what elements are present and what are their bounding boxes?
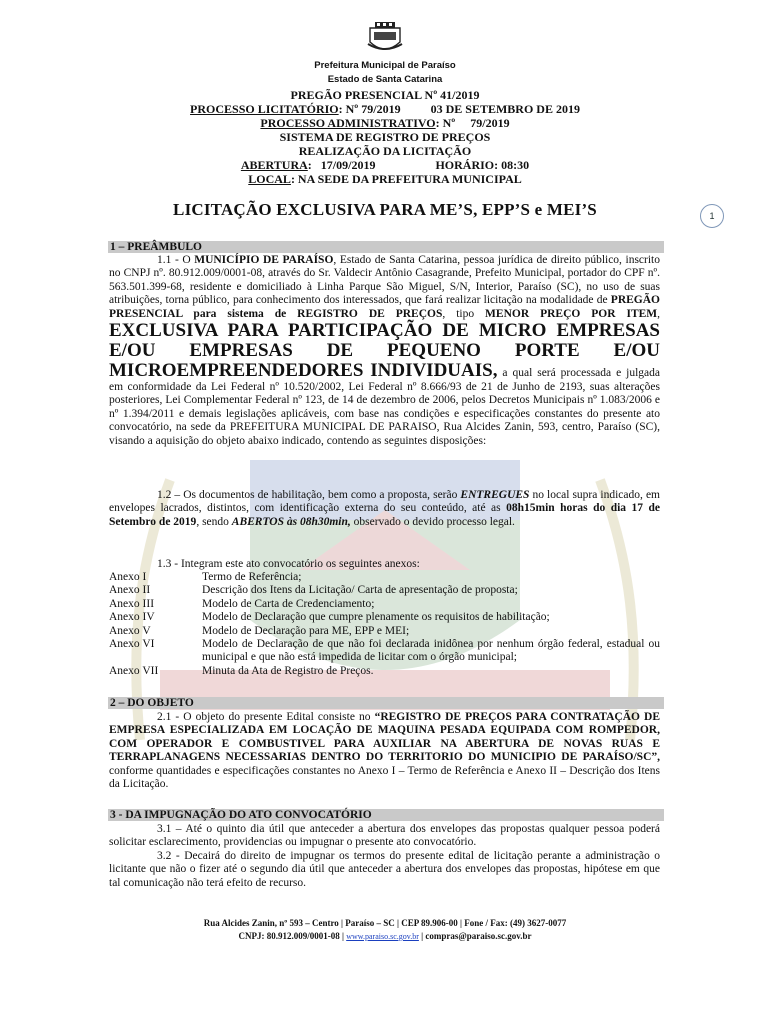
- header-pregao: PREGÃO PRESENCIAL Nº 41/2019: [290, 88, 480, 102]
- footer-address: Rua Alcides Zanin, nº 593 – Centro | Paraíso – SC | CEP 89.906-00 | Fone / Fax: (49) 3627-0077: [203, 918, 567, 928]
- document-title: LICITAÇÃO EXCLUSIVA PARA ME’S, EPP’S e MEI’S: [173, 200, 597, 219]
- paragraph-3-1: 3.1 – Até o quinto dia útil que anteceder a abertura dos envelopes das propostas qualquer pessoa poderá solicitar esclarecimento, providencias ou impugnar o presente ato convocatório.: [109, 823, 660, 849]
- annex-label: Anexo IV: [109, 611, 155, 624]
- annex-label: Anexo VII: [109, 664, 159, 677]
- header-local: LOCAL: NA SEDE DA PREFEITURA MUNICIPAL: [248, 172, 522, 186]
- section-heading-objeto: 2 – DO OBJETO: [108, 697, 664, 709]
- annex-label: Anexo II: [109, 584, 151, 597]
- header-line-estado: Estado de Santa Catarina: [327, 74, 443, 85]
- annex-description: Modelo de Declaração que cumpre plenamente os requisitos de habilitação;: [202, 611, 550, 624]
- website-link[interactable]: www.paraiso.sc.gov.br: [346, 932, 419, 941]
- section-heading-preambulo: 1 – PREÂMBULO: [108, 241, 664, 253]
- paragraph-1-1: 1.1 - O MUNICÍPIO DE PARAÍSO, Estado de Santa Catarina, pessoa jurídica de direito público, inscrito no CNPJ nº. 80.912.009/0001-08, através do Sr. Valdecir Antônio Casagrande, Prefeito Municipal, portador do CPF nº. 563.501.399-68, residente e domiciliado à Linha Parque São Miguel, S/N, Interior, Paraíso (SC), no uso de suas atribuições, torna público, para conhecimento dos interessados, que fará realizar licitação na modalidade de PREGÃO PRESENCIAL para sistema de REGISTRO DE PREÇOS, tipo MENOR PREÇO POR ITEM, EXCLUSIVA PARA PARTICIPAÇÃO DE MICRO EMPRESAS E/OU EMPRESAS DE PEQUENO PORTE E/OU MICROEMPREENDEDORES INDIVIDUAIS, a qual será processada e julgada em conformidade da Lei Federal nº 10.520/2002, Lei Federal nº 8.666/93 de 21 de Junho de 2193, suas alterações posteriores, Lei Complementar Federal nº 123, de 14 de dezembro de 2006, pelos Decretos Municipais nº 1.083/2006 e nº 1.394/2011 e demais legislações aplicáveis, com base nas condições e especificações constantes do presente ato convocatório, na sede da PREFEITURA MUNICIPAL DE PARAISO, Rua Alcides Zanin, 593, centro, Paraíso (SC), visando a aquisição do objeto abaixo indicado, contendo as seguintes disposições:: [109, 254, 661, 447]
- paragraph-2-1: 2.1 - O objeto do presente Edital consiste no “REGISTRO DE PREÇOS PARA CONTRATAÇÃO DE EMPRESA ESPECIALIZADA EM LOCAÇÃO DE MAQUINA PESADA EQUIPADA COM ROMPEDOR, COM OPERADOR E COMBUSTIVEL PARA AUXILIAR NA ABERTURA DE NOVAS RUAS E TERRAPLANAGENS NECESSARIAS DENTRO DO TERRITORIO DO MUNICIPIO DE PARAÍSO/SC”, conforme quantidades e especificações constantes no Anexo I – Termo de Referência e Anexo II – Descrição dos Itens da Licitação.: [109, 711, 660, 791]
- section-heading-impugnacao: 3 - DA IMPUGNAÇÃO DO ATO CONVOCATÓRIO: [108, 809, 664, 821]
- municipal-seal-icon: [366, 20, 404, 56]
- annex-description: Descrição dos Itens da Licitação/ Carta de apresentação de proposta;: [202, 584, 518, 597]
- header-processo-licitatorio: PROCESSO LICITATÓRIO: Nº 79/2019 03 DE SETEMBRO DE 2019: [190, 102, 580, 116]
- header-sistema: SISTEMA DE REGISTRO DE PREÇOS: [279, 130, 491, 144]
- footer-contacts: CNPJ: 80.912.009/0001-08 | www.paraiso.sc.gov.br | compras@paraiso.sc.gov.br: [238, 931, 532, 941]
- annex-row: [109, 611, 660, 624]
- paragraph-1-3: 1.3 - Integram este ato convocatório os seguintes anexos:: [157, 558, 420, 570]
- annex-list: [109, 571, 660, 678]
- annex-row: [109, 665, 660, 678]
- annex-label: Anexo III: [109, 597, 155, 610]
- annex-row: [109, 571, 660, 584]
- annex-description: Termo de Referência;: [202, 571, 302, 583]
- annex-row: [109, 638, 660, 665]
- annex-description: Minuta da Ata de Registro de Preços.: [202, 664, 374, 677]
- paragraph-3-2: 3.2 - Decairá do direito de impugnar os termos do presente edital de licitação perante a administração o licitante que não o fizer até o segundo dia útil que anteceder a abertura dos envelopes das propostas, hipótese em que tal comunicação não terá efeito de recurso.: [109, 850, 660, 889]
- annex-label: Anexo V: [109, 624, 151, 637]
- annex-row: [109, 625, 660, 638]
- annex-label: Anexo VI: [109, 638, 155, 651]
- annex-label: Anexo I: [109, 571, 147, 583]
- annex-description: Modelo de Declaração para ME, EPP e MEI;: [202, 624, 410, 637]
- page-number-badge: 1: [700, 204, 724, 228]
- annex-description: Modelo de Carta de Credenciamento;: [202, 597, 375, 610]
- header-abertura: ABERTURA: 17/09/2019 HORÁRIO: 08:30: [240, 158, 530, 172]
- annex-row: [109, 598, 660, 611]
- annex-description: Modelo de Declaração de que não foi declarada inidônea por nenhum órgão federal, estadual ou municipal e que não está impedida de licitar com o órgão municipal;: [202, 638, 660, 664]
- header-line-prefeitura: Prefeitura Municipal de Paraíso: [314, 60, 456, 71]
- paragraph-1-2: 1.2 – Os documentos de habilitação, bem como a proposta, serão ENTREGUES no local supra indicado, em envelopes lacrados, distintos, com identificação externa do seu conteúdo, até as 08h15min horas do dia 17 de Setembro de 2019, sendo ABERTOS às 08h30min, observado o devido processo legal.: [109, 489, 661, 528]
- annex-row: [109, 584, 660, 597]
- header-processo-administrativo: PROCESSO ADMINISTRATIVO: Nº 79/2019: [260, 116, 510, 130]
- header-realizacao: REALIZAÇÃO DA LICITAÇÃO: [298, 144, 472, 158]
